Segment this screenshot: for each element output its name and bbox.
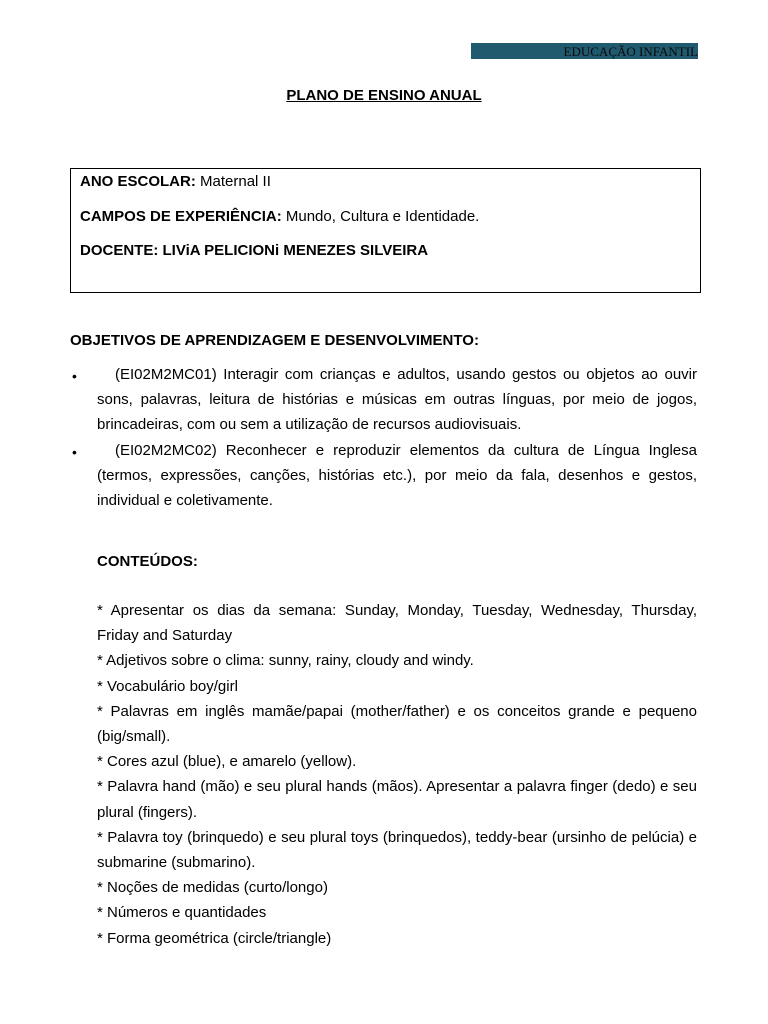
ano-escolar-label: ANO ESCOLAR:: [80, 173, 196, 190]
list-item: * Cores azul (blue), e amarelo (yellow).: [97, 753, 357, 771]
objetivo-text: (EI02M2MC01) Interagir com crianças e adultos, usando gestos ou objetos ao ouvir sons, palavras, leitura de histórias e músicas em outras línguas, por meio de jogos, brincadeiras, com ou sem a utilização de recursos audiovisuais.: [97, 366, 697, 434]
docente-label: DOCENTE: LIViA PELICIONi MENEZES SILVEIRA: [80, 242, 429, 259]
header-label: EDUCAÇÃO INFANTIL: [563, 44, 698, 59]
campos-value: Mundo, Cultura e Identidade.: [281, 208, 480, 225]
conteudos-heading: CONTEÚDOS:: [97, 553, 198, 570]
list-item: * Forma geométrica (circle/triangle): [97, 929, 332, 947]
list-item: * Palavra hand (mão) e seu plural hands (mãos). Apresentar a palavra finger (dedo) e seu plural (fingers).: [97, 778, 697, 821]
page-title: PLANO DE ENSINO ANUAL: [286, 87, 482, 104]
info-box: [70, 168, 701, 293]
campos-line: [80, 208, 479, 225]
list-item: * Palavras em inglês mamãe/papai (mother/father) e os conceitos grande e pequeno (big/small).: [97, 702, 697, 746]
list-item: * Adjetivos sobre o clima: sunny, rainy, cloudy and windy.: [97, 652, 474, 670]
objetivo-item-1: [97, 362, 697, 438]
ano-escolar-line: [80, 173, 271, 190]
list-item: * Vocabulário boy/girl: [97, 677, 238, 695]
list-item: * Apresentar os dias da semana: Sunday, Monday, Tuesday, Wednesday, Thursday, Friday and Saturday: [97, 602, 697, 645]
list-item: * Números e quantidades: [97, 904, 267, 922]
bullet-marker: •: [72, 368, 77, 384]
ano-escolar-value: Maternal II: [195, 173, 271, 190]
objetivo-item-2: [97, 438, 697, 514]
objetivo-text: (EI02M2MC02) Reconhecer e reproduzir elementos da cultura de Língua Inglesa (termos, expressões, canções, histórias etc.), por meio da fala, desenhos e gestos, individual e coletivamente.: [97, 442, 697, 510]
docente-line: [80, 242, 428, 259]
header-band: [471, 43, 698, 59]
list-item: * Noções de medidas (curto/longo): [97, 879, 328, 897]
conteudos-list: [97, 598, 697, 951]
campos-label: CAMPOS DE EXPERIÊNCIA:: [80, 208, 282, 225]
bullet-marker: •: [72, 444, 77, 460]
list-item: * Palavra toy (brinquedo) e seu plural toys (brinquedos), teddy-bear (ursinho de pelúcia) e submarine (submarino).: [97, 828, 697, 872]
objetivos-heading: OBJETIVOS DE APRENDIZAGEM E DESENVOLVIMENTO:: [70, 332, 479, 349]
